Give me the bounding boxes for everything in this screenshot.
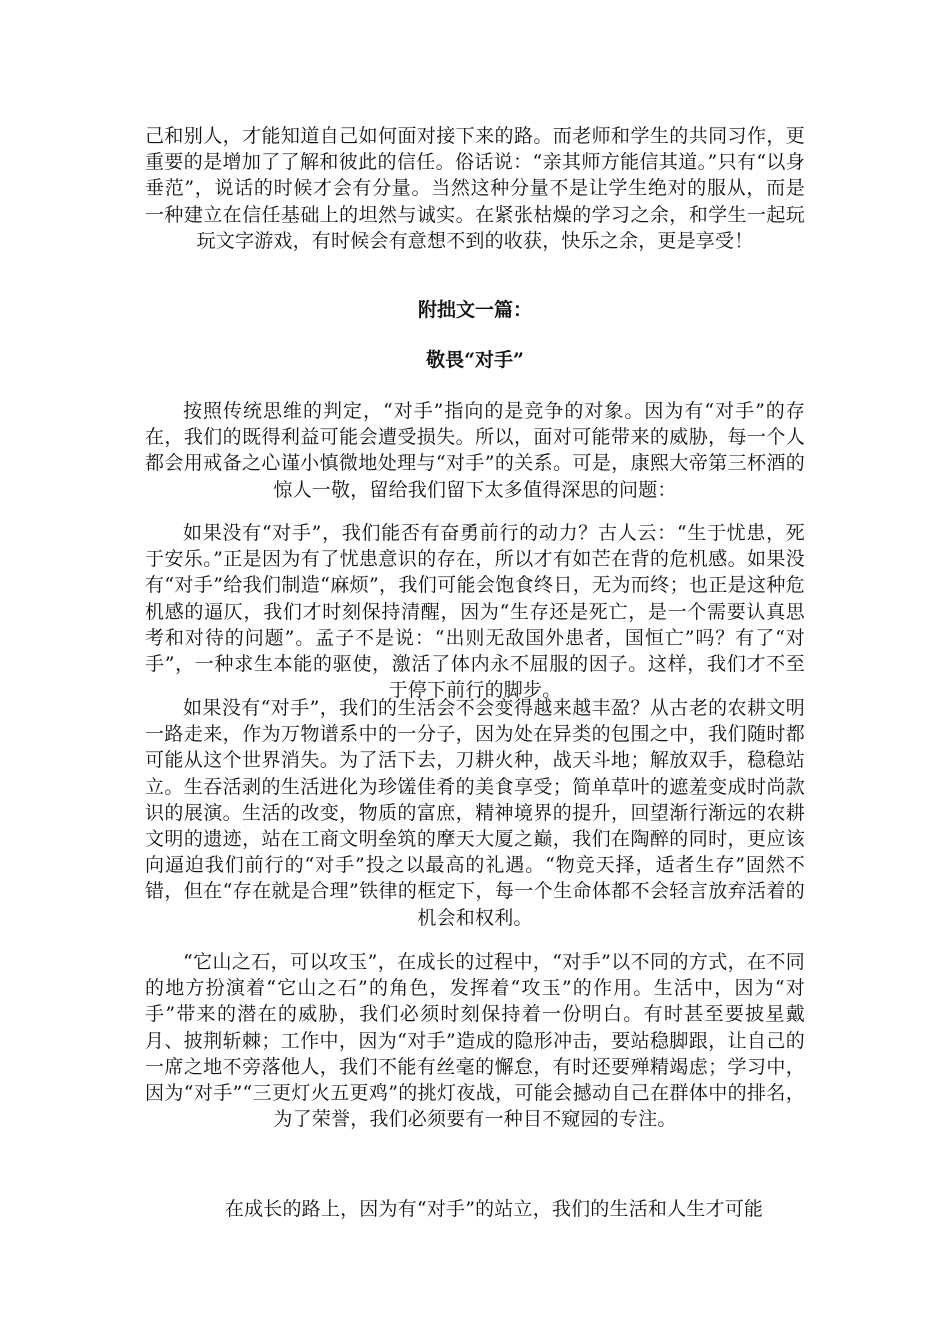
essay-paragraph-4: “它山之石，可以攻玉”，在成长的过程中，“对手”以不同的方式，在不同的地方扮演着“它山之石”的角色，发挥着“攻玉”的作用。生活中，因为“对手”带来的潜在的威胁，我们必须时刻保持着一份明白。有时甚至要披星戴月、披荆斩棘；工作中，因为“对手”造成的隐形冲击，要站稳脚跟，让自己的一席之地不旁落他人，我们不能有丝毫的懈怠，有时还要殚精竭虑；学习中，因为“对手”“三更灯火五更鸡”的挑灯夜战，可能会撼动自己在群体中的排名，为了荣誉，我们必须要有一种目不窥园的专注。	[145, 951, 805, 1131]
essay-title: 敬畏“对手”	[426, 349, 524, 371]
appendix-heading: 附拙文一篇：	[417, 299, 532, 321]
essay-paragraph-2: 如果没有“对手”，我们能否有奋勇前行的动力？古人云：“生于忧患，死于安乐。”正是因为有了忧患意识的存在，所以才有如芒在背的危机感。如果没有“对手”给我们制造“麻烦”，我们可能会饱食终日，无为而终；也正是这种危机感的逼仄，我们才时刻保持清醒，因为“生存还是死亡，是一个需要认真思考和对待的问题”。孟子不是说：“出则无敌国外患者，国恒亡”吗？有了“对手”，一种求生本能的驱使，激活了体内永不屈服的因子。这样，我们才不至于停下前行的脚步。	[145, 522, 805, 702]
essay-paragraph-3: 如果没有“对手”，我们的生活会不会变得越来越丰盈？从古老的农耕文明一路走来，作为万物谱系中的一分子，因为处在异类的包围之中，我们随时都可能从这个世界消失。为了活下去，刀耕火种，战天斗地；解放双手，稳稳站立。生吞活剥的生活进化为珍馐佳肴的美食享受；简单草叶的遮羞变成时尚款识的展演。生活的改变，物质的富庶，精神境界的提升，回望渐行渐远的农耕文明的遗迹，站在工商文明垒筑的摩天大厦之巅，我们在陶醉的同时，更应该向逼迫我们前行的“对手”投之以最高的礼遇。“物竞天择，适者生存”固然不错，但在“存在就是合理”铁律的框定下，每一个生命体都不会轻言放弃活着的机会和权利。	[145, 697, 805, 929]
essay-paragraph-1: 按照传统思维的判定，“对手”指向的是竞争的对象。因为有“对手”的存在，我们的既得利益可能会遭受损失。所以，面对可能带来的威胁，每一个人都会用戒备之心谨小慎微地处理与“对手”的关系。可是，康熙大帝第三杯酒的惊人一敬，留给我们留下太多值得深思的问题：	[145, 400, 805, 501]
intro-paragraph: 己和别人，才能知道自己如何面对接下来的路。而老师和学生的共同习作，更重要的是增加了了解和彼此的信任。俗话说：“亲其师方能信其道。”只有“以身垂范”，说话的时候才会有分量。当然这种分量不是让学生绝对的服从，而是一种建立在信任基础上的坦然与诚实。在紧张枯燥的学习之余，和学生一起玩玩文字游戏，有时候会有意想不到的收获，快乐之余，更是享受！	[145, 125, 805, 252]
essay-paragraph-5: 在成长的路上，因为有“对手”的站立，我们的生活和人生才可能	[224, 1198, 764, 1220]
